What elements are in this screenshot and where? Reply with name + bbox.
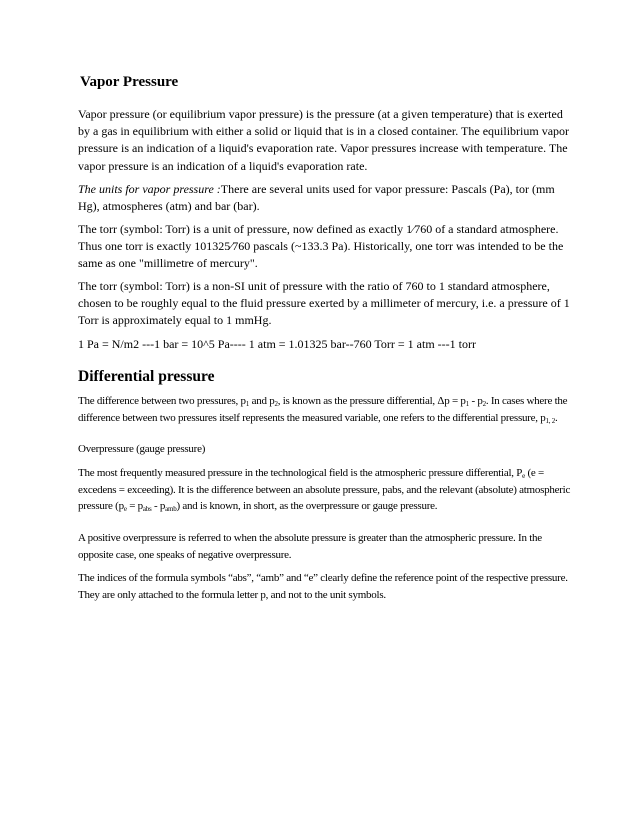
torr-non-si-paragraph: The torr (symbol: Torr) is a non-SI unit of pressure with the ratio of 760 to 1 standard atmosphere, chosen to be roughly equal to the fluid pressure exerted by a millimeter of mercury, i.e. a pressure of 1 Torr is approximately equal to 1 mmHg. xyxy=(78,279,570,328)
differential-pressure-heading: Differential pressure xyxy=(78,368,215,385)
unit-conversion-line: 1 Pa = N/m2 ---1 bar = 10^5 Pa---- 1 atm = 1.01325 bar--760 Torr = 1 atm ---1 torr xyxy=(78,337,476,351)
torr-definition-paragraph: The torr (symbol: Torr) is a unit of pressure, now defined as exactly 1⁄760 of a standard atmosphere. Thus one torr is exactly 101325⁄760 pascals (~133.3 Pa). Historically, one torr was intended to be the same as one "millimetre of mercury". xyxy=(78,222,564,271)
differential-pressure-paragraph: The difference between two pressures, $p_1$ and $p_2$, is known as the pressure differential, $\Delta p = p_1 - p_2$. In cases where the difference between two pressures itself represents the measured variable, one refers to the differential pressure, $p_{1, 2}$. xyxy=(78,395,568,425)
units-text: There are several units used for vapor pressure: Pascals (Pa), tor (mm Hg), atmospheres (atm) and bar (bar). xyxy=(78,182,555,214)
overpressure-definition-paragraph: The most frequently measured pressure in the technological field is the atmospheric pressure differential, $P_e$ (e = excedens = exceeding). It is the difference between an absolute pressure, pabs, and the relevant (absolute) atmospheric pressure $(p_e = p_{abs} - p_{amb})$ and is known, in short, as the overpressure or gauge pressure. xyxy=(78,467,571,513)
positive-overpressure-paragraph: A positive overpressure is referred to when the absolute pressure is greater than the atmospheric pressure. In the opposite case, one speaks of negative overpressure. xyxy=(78,532,542,561)
vapor-pressure-heading: Vapor Pressure xyxy=(80,74,179,90)
vapor-pressure-definition-paragraph: Vapor pressure (or equilibrium vapor pressure) is the pressure (at a given temperature) that is exerted by a gas in equilibrium with either a solid or liquid that is in a closed container. The equilibrium vapor pressure is an indication of a liquid's evaporation rate. Vapor pressures increase with temperature. The vapor pressure is an indication of a liquid's evaporation rate. xyxy=(78,107,570,173)
formula-indices-paragraph: The indices of the formula symbols “abs”, “amb” and “e” clearly define the reference point of the respective pressure. They are only attached to the formula letter p, and not to the unit symbols. xyxy=(78,572,568,601)
overpressure-subheading: Overpressure (gauge pressure) xyxy=(78,443,206,455)
units-italic-lead: The units for vapor pressure : xyxy=(78,182,221,196)
vapor-pressure-units-paragraph xyxy=(78,181,570,215)
